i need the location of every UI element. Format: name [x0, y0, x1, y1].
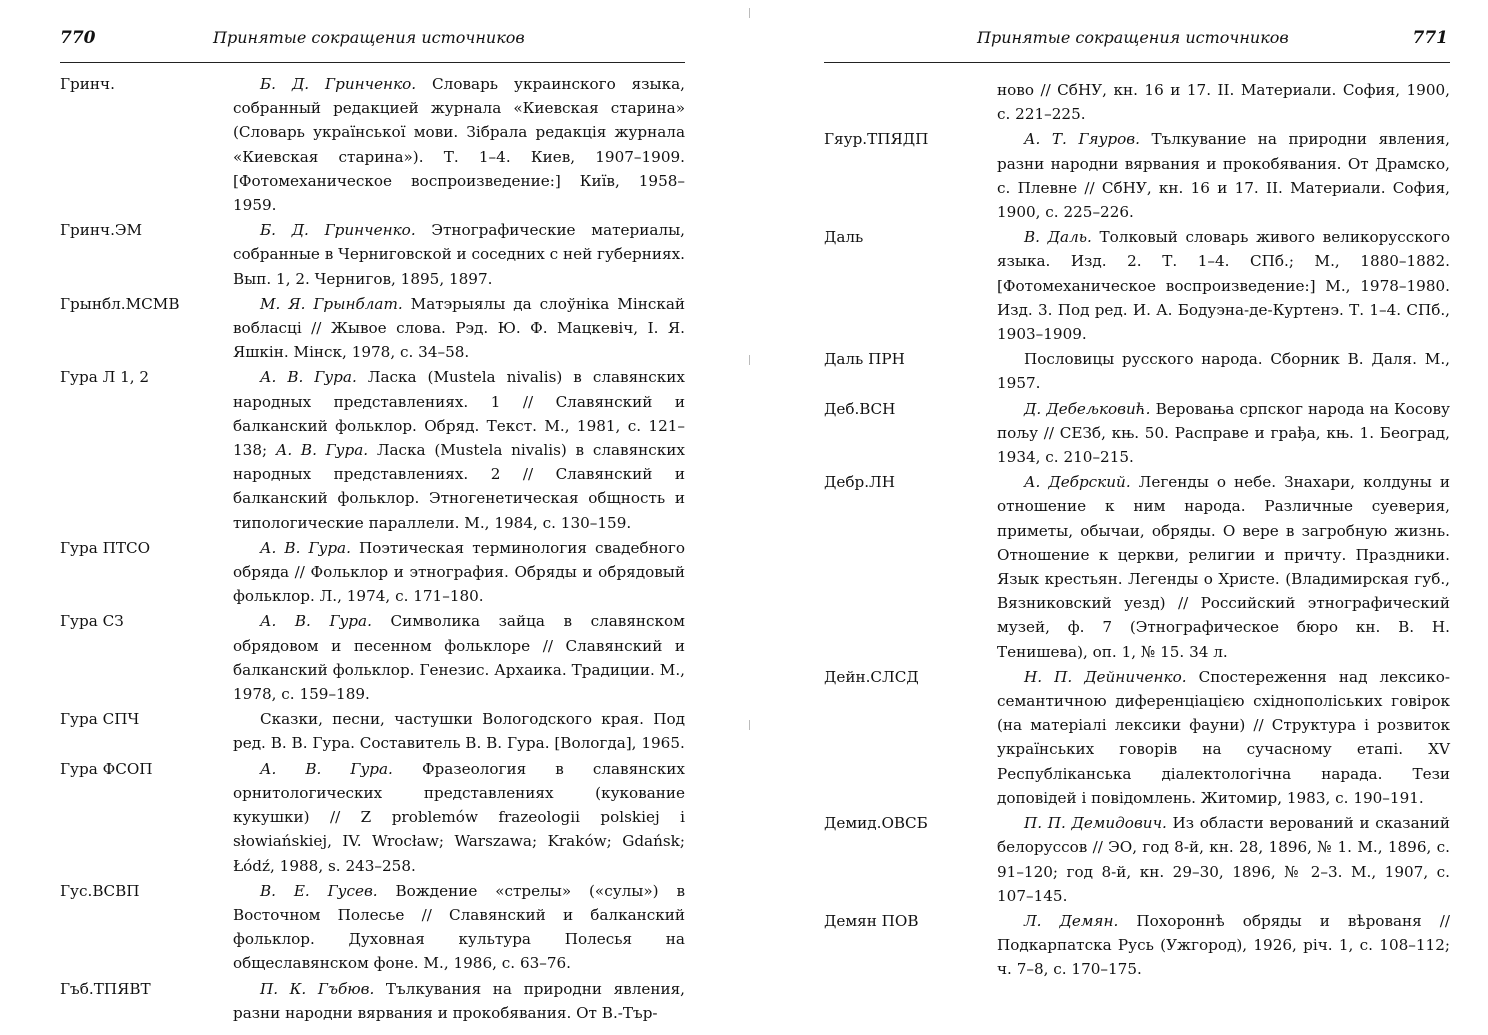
- entry-abbreviation: [824, 78, 997, 126]
- page-number: 771: [1412, 28, 1448, 48]
- running-title: Принятые сокращения источников: [977, 28, 1289, 47]
- entry-abbreviation: Дейн.СЛСД: [824, 667, 919, 686]
- running-title: Принятые сокращения источников: [213, 28, 525, 47]
- entry-text: ново // СбНУ, кн. 16 и 17. II. Материали. София, 1900, с. 221–225.: [997, 81, 1450, 124]
- entry: [824, 347, 1450, 395]
- entry: [824, 665, 1450, 810]
- entry-abbreviation: Гура ФСОП: [60, 759, 153, 778]
- entry-author: П. К. Гъбюв.: [260, 979, 375, 998]
- entry-abbreviation: Гура СПЧ: [60, 710, 140, 729]
- entry: [60, 72, 685, 217]
- entry-description: [233, 609, 685, 706]
- entry-description: [233, 292, 685, 365]
- entry-abbreviation: Демид.ОВСБ: [824, 814, 928, 833]
- entry: [824, 909, 1450, 982]
- entry-text: Этнографические материалы, собранные в Черниговской и соседних с ней губерниях. Вып. 1, 2. Чернигов, 1895, 1897.: [233, 221, 685, 288]
- entry-abbreviation: Даль: [824, 228, 864, 247]
- page-header: [824, 22, 1450, 63]
- entry-description: [997, 470, 1450, 664]
- entry-abbreviation: Дебр.ЛН: [824, 473, 895, 492]
- entry-text: Похороннѣ обряды и вѣрованя // Подкарпатска Русь (Ужгород), 1926, річ. 1, с. 108–112; ч. 7–8, с. 170–175.: [997, 911, 1450, 979]
- entry-description: [997, 665, 1450, 810]
- entry: [60, 879, 685, 976]
- entry-abbreviation: Даль ПРН: [824, 350, 905, 369]
- entry: [60, 977, 685, 1025]
- entry-description: [233, 757, 685, 878]
- abbreviation-list: [824, 78, 1450, 983]
- entry-text: Ласка (Mustela nivalis) в славянских народных представлениях. 2 // Славянский и балканский фольклор. Этногенетическая общность и типологические параллели. М., 1984, с. 130–159.: [233, 441, 685, 532]
- entry-author: А. Т. Гяуров.: [1024, 130, 1140, 149]
- entry-author: А. Дебрский.: [1024, 473, 1131, 492]
- entry: [60, 536, 685, 609]
- entry: [60, 707, 685, 755]
- entry-author: А. В. Гура.: [275, 441, 369, 460]
- entry-author: Б. Д. Гринченко.: [260, 221, 416, 240]
- entry: [60, 218, 685, 291]
- entry-text: Сказки, песни, частушки Вологодского края. Под ред. В. В. Гура. Составитель В. В. Гура. [Вологда], 1965.: [233, 710, 685, 753]
- entry-author: А. В. Гура.: [260, 612, 372, 631]
- right-page: [824, 0, 1450, 1035]
- entry-text: Веровања српског народа на Косову пољу // СЕЗб, књ. 50. Расправе и грађа, књ. 1. Београд, 1934, с. 210–215.: [997, 399, 1450, 467]
- page-number: 770: [60, 28, 96, 48]
- entry-text: Пословицы русского народа. Сборник В. Даля. М., 1957.: [997, 350, 1450, 393]
- entry: [824, 127, 1450, 224]
- entry: [60, 757, 685, 878]
- entry-description: [233, 365, 685, 534]
- entry-text: Из области верований и сказаний белоруссов // ЭО, год 8-й, кн. 28, 1896, № 1. М., 1896, с. 91–120; год 8-й, кн. 29–30, 1896, № 2–3. М., 1907, с. 107–145.: [997, 814, 1450, 905]
- entry-description: [233, 72, 685, 217]
- entry-abbreviation: Демян ПОВ: [824, 911, 919, 930]
- entry-abbreviation: Гура Л 1, 2: [60, 368, 150, 387]
- entry: [824, 811, 1450, 908]
- entry-text: Символика зайца в славянском обрядовом и песенном фольклоре // Славянский и балканский фольклор. Генезис. Архаика. Традиции. М., 1978, с. 159–189.: [233, 612, 685, 704]
- entry-abbreviation: Гринч.: [60, 75, 115, 93]
- entry-text: Поэтическая терминология свадебного обряда // Фольклор и этнография. Обряды и обрядовый фольклор. Л., 1974, с. 171–180.: [233, 538, 685, 606]
- entry-abbreviation: Гура ПТСО: [60, 538, 151, 557]
- left-page: [60, 0, 685, 1035]
- entry: [824, 470, 1450, 664]
- entry: [824, 397, 1450, 470]
- gutter-mark: [749, 720, 750, 730]
- entry-text: Толковый словарь живого великорусского языка. Изд. 2. Т. 1–4. СПб.; М., 1880–1882. [Фотомеханическое воспроизведение:] М., 1978–1980. Изд. 3. Под ред. И. А. Бодуэна-де-Куртенэ. Т. 1–4. СПб., 1903–1909.: [997, 228, 1450, 344]
- entry-description: [997, 811, 1450, 908]
- entry-text: Тълкувание на природни явления, разни народни вярвания и прокобявания. От Драмско, с. Плевне // СбНУ, кн. 16 и 17. II. Материали. София, 1900, с. 225–226.: [997, 130, 1450, 222]
- entry-text: Легенды о небе. Знахари, колдуны и отношение к ним народа. Различные суеверия, приметы, обычаи, обряды. О вере в загробную жизнь. Отношение к церкви, религии и причту. Праздники. Язык крестьян. Легенды о Христе. (Владимирская губ., Вязниковский уезд) // Российский этнографический музей, ф. 7 (Этнографическое бюро кн. В. Н. Тенишева), оп. 1, № 15. 34 л.: [997, 473, 1451, 661]
- entry-text: Матэрыялы да слоўніка Мінскай вобласці // Жывое слова. Рэд. Ю. Ф. Мацкевіч, І. Я. Яшкін. Мінск, 1978, с. 34–58.: [233, 294, 685, 362]
- entry-abbreviation: Гус.ВСВП: [60, 881, 140, 900]
- entry-description: [997, 127, 1450, 224]
- entry-description: [997, 909, 1450, 982]
- entry-text: Вождение «стрелы» («сулы») в Восточном Полесье // Славянский и балканский фольклор. Духовная культура Полесья на общеславянском фоне. М., 1986, с. 63–76.: [233, 881, 685, 973]
- entry-author: А. В. Гура.: [260, 368, 357, 387]
- entry-description: [233, 536, 685, 609]
- page-header: [60, 22, 685, 63]
- entry-author: В. Е. Гусев.: [260, 881, 378, 900]
- entry-author: Н. П. Дейниченко.: [1024, 667, 1187, 686]
- entry-description: [233, 707, 685, 755]
- entry-author: М. Я. Грынблат.: [260, 294, 403, 313]
- entry: [60, 292, 685, 365]
- entry-author: П. П. Демидович.: [1024, 814, 1167, 833]
- entry-text: Спостереження над лексико-семантичною диференціацією східнополіських говірок (на матеріалі лексики фауни) // Структура і розвиток українських говорів на сучасному етапі. XV Республіканська діалектологічна нарада. Тези доповідей і повідомлень. Житомир, 1983, с. 190–191.: [997, 667, 1450, 807]
- entry-description: [997, 225, 1450, 346]
- entry-continuation: [824, 78, 1450, 126]
- entry-author: А. В. Гура.: [260, 538, 351, 557]
- entry-abbreviation: Деб.ВСН: [824, 399, 896, 418]
- abbreviation-list: [60, 72, 685, 1026]
- entry-text: Тълкувания на природни явления, разни народни вярвания и прокобявания. От В.-Тър-: [233, 979, 686, 1022]
- entry-abbreviation: Гура СЗ: [60, 612, 124, 631]
- entry-text: Ласка (Mustela nivalis) в славянских народных представлениях. 1 // Славянский и балканский фольклор. Обряд. Текст. М., 1981, с. 121–138;: [233, 368, 685, 460]
- entry-author: Д. Дебељковић.: [1024, 399, 1151, 418]
- entry-abbreviation: Гяур.ТПЯДП: [824, 130, 929, 149]
- entry-text: Словарь украинского языка, собранный редакцией журнала «Киевская старина» (Словарь української мови. Зібрала редакція журнала «Киевская старина»). Т. 1–4. Киев, 1907–1909. [Фотомеханическое воспроизведение:] Київ, 1958–1959.: [233, 75, 685, 215]
- gutter-mark: [749, 355, 750, 365]
- entry: [60, 365, 685, 534]
- gutter-mark: [749, 8, 750, 18]
- entry-abbreviation: Грынбл.МСМВ: [60, 294, 180, 313]
- entry-author: А. В. Гура.: [260, 759, 393, 778]
- entry-author: В. Даль.: [1024, 228, 1092, 247]
- entry: [824, 225, 1450, 346]
- entry-abbreviation: Гринч.ЭМ: [60, 221, 143, 240]
- entry-text: Фразеология в славянских орнитологических представлениях (кукование кукушки) // Z problemów frazeologii polskiej i słowiańskiej, IV. Wrocław; Warszawa; Kraków; Gdańsk; Łódź, 1988, s. 243–258.: [233, 759, 685, 875]
- entry-description: [997, 78, 1450, 126]
- entry-description: [233, 218, 685, 291]
- entry: [60, 609, 685, 706]
- entry-abbreviation: Гъб.ТПЯВТ: [60, 979, 151, 998]
- entry-description: [233, 977, 685, 1025]
- entry-author: Б. Д. Гринченко.: [260, 75, 417, 93]
- entry-description: [997, 397, 1450, 470]
- entry-description: [997, 347, 1450, 395]
- entry-description: [233, 879, 685, 976]
- entry-author: Л. Демян.: [1024, 911, 1119, 930]
